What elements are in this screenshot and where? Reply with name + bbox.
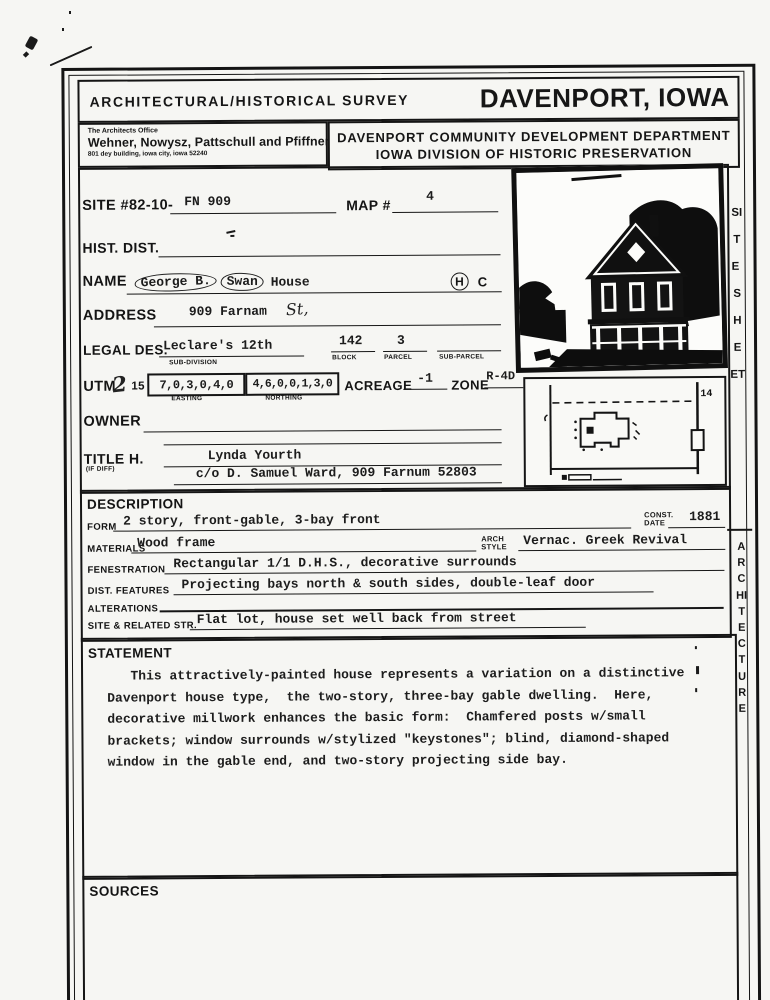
ink-mark: [695, 688, 697, 692]
name-value-part2: Swan: [221, 273, 264, 291]
lot-number-label: 14: [700, 388, 713, 401]
house-photo-image: [516, 168, 723, 368]
legal-des-label: LEGAL DES.: [83, 342, 168, 358]
city-title: DAVENPORT, IOWA: [479, 81, 730, 114]
house-photo: [511, 163, 728, 373]
title-holder-label: TITLE H.: [83, 450, 144, 467]
name-mark-h: H: [451, 272, 469, 290]
department-line2: IOWA DIVISION OF HISTORIC PRESERVATION: [375, 144, 693, 162]
arch-style-value: Vernac. Greek Revival: [523, 532, 688, 549]
architects-office-line1: The Architects Office: [87, 127, 158, 135]
utm-handwritten-value: 2: [110, 370, 129, 398]
block-value: 142: [338, 333, 363, 349]
name-label: NAME: [82, 273, 128, 290]
const-date-label: CONST. DATE: [644, 510, 674, 528]
ink-mark: [695, 646, 697, 649]
form-field-label: FORM: [87, 521, 117, 533]
site-related-label: SITE & RELATED STR.: [87, 620, 198, 632]
utm-easting-box: [147, 373, 245, 397]
zone-label: ZONE: [451, 377, 490, 393]
block-caption: BLOCK: [332, 354, 357, 362]
utm-label: UTM: [83, 378, 116, 395]
site-number-label: SITE #82-10-: [82, 197, 174, 214]
subdivision-caption: SUB-DIVISION: [169, 359, 218, 367]
ink-mark: [696, 666, 699, 674]
title-holder-line2: c/o D. Samuel Ward, 909 Farnum 52803: [195, 464, 477, 482]
alterations-label: ALTERATIONS: [87, 603, 159, 615]
subdivision-value: Leclare's 12th: [163, 337, 273, 354]
fenestration-label: FENESTRATION: [87, 564, 166, 576]
statement-text: This attractively-painted house represents a variation on a distinctive Davenport house type, the two-story, three-bay gable dwelling. Here, decorative millwork enhances the basic form: Chamfered posts w/small brackets; window surrounds w/stylized "keystones"; blind, diamond-shaped window in the gable end, and two-story projecting side bay.: [107, 665, 685, 770]
survey-title: ARCHITECTURAL/HISTORICAL SURVEY: [89, 91, 410, 110]
materials-label: MATERIALS: [87, 543, 146, 555]
map-number-value: 4: [426, 188, 435, 204]
arch-style-label: ARCH STYLE: [481, 534, 507, 552]
subparcel-caption: SUB-PARCEL: [439, 353, 485, 361]
statement-title: STATEMENT: [87, 645, 173, 661]
zone-value: R-4D: [486, 369, 516, 384]
department-box: [328, 119, 740, 171]
hist-dist-label: HIST. DIST.: [82, 239, 160, 256]
utm-northing-digits: 4,6,0,0,1,3,0: [252, 377, 332, 391]
parcel-value: 3: [396, 332, 405, 348]
acreage-value: -1: [417, 370, 433, 386]
utm-easting-digits: 7,0,3,0,4,0: [159, 377, 234, 392]
materials-value: Wood frame: [137, 535, 216, 551]
name-mark-c: C: [477, 274, 488, 290]
site-map-box: [523, 376, 727, 487]
spine-architecture-label: ARCHITECTURE: [736, 540, 748, 715]
sources-title: SOURCES: [89, 883, 159, 899]
form-field-value: 2 story, front-gable, 3-bay front: [123, 512, 381, 529]
dist-features-label: DIST. FEATURES: [87, 585, 170, 597]
address-value: 909 Farnam: [188, 303, 267, 320]
address-handwritten-value: St,: [285, 298, 310, 320]
name-value-part3: House: [270, 274, 310, 290]
description-title: DESCRIPTION: [86, 496, 184, 512]
header-bar: [77, 76, 739, 123]
architects-office-box: [78, 121, 328, 168]
easting-caption: EASTING: [171, 395, 203, 403]
name-value-part1: George B.: [134, 272, 217, 293]
utm-northing-box: [245, 372, 339, 396]
map-number-label: MAP #: [346, 196, 391, 214]
spine-site-sheet-label: SITE SHEET: [730, 206, 746, 381]
fenestration-value: Rectangular 1/1 D.H.S., decorative surrounds: [173, 554, 517, 572]
title-holder-line1: Lynda Yourth: [207, 447, 302, 464]
parcel-caption: PARCEL: [384, 353, 413, 362]
site-map-sketch: [525, 378, 724, 484]
architects-office-address: 801 dey building, iowa city, iowa 52240: [87, 150, 208, 158]
architects-office-name: Wehner, Nowysz, Pattschull and Pfiffner: [87, 134, 330, 150]
northing-caption: NORTHING: [265, 394, 303, 402]
site-number-value: FN 909: [184, 193, 232, 210]
acreage-label: ACREAGE: [344, 377, 413, 394]
department-line1: DAVENPORT COMMUNITY DEVELOPMENT DEPARTMENT: [337, 127, 731, 145]
ink-mark: [230, 235, 234, 237]
const-date-value: 1881: [689, 508, 721, 525]
utm-zone-prefix: 15: [131, 380, 145, 393]
address-label: ADDRESS: [82, 307, 157, 324]
site-related-value: Flat lot, house set well back from street: [196, 610, 517, 628]
dist-features-value: Projecting bays north & south sides, double-leaf door: [181, 574, 596, 593]
owner-label: OWNER: [83, 413, 142, 430]
title-holder-sublabel: (IF DIFF): [85, 465, 115, 473]
sources-box: [82, 872, 739, 1000]
